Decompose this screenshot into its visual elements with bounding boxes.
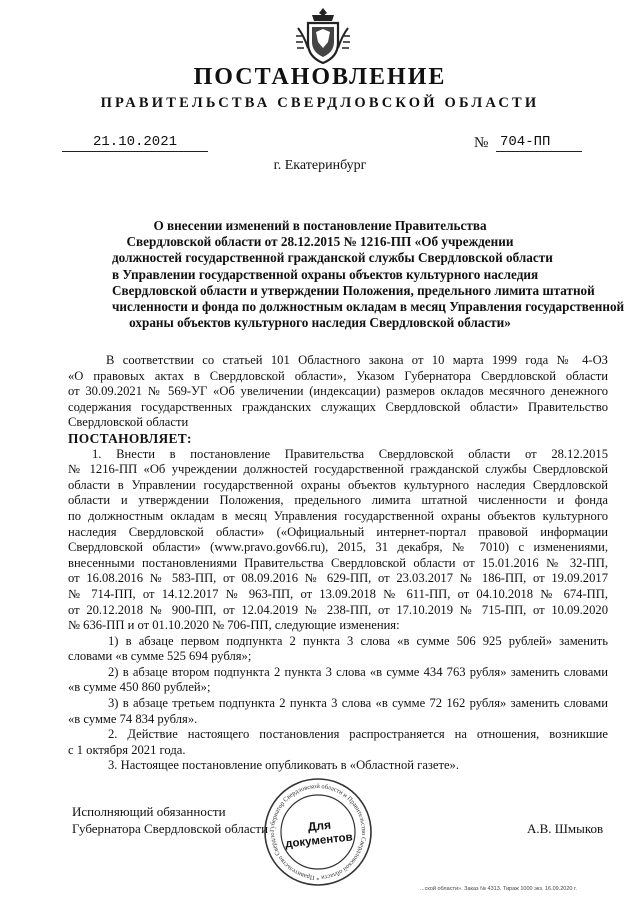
document-city: г. Екатеринбург — [273, 158, 367, 173]
heading-line: Свердловской области и утверждении Положения, предельного лимита штатной — [112, 282, 595, 298]
subitem2-line: 2) в абзаце втором подпункта 2 пункта 3 слова «в сумме 434 763 рубля» заменить словами — [108, 664, 608, 679]
heading-line: должностей государственной гражданской службы Свердловской области — [112, 250, 553, 266]
heading-line: Свердловской области от 28.12.2015 № 1216-ПП «Об учреждении — [126, 234, 514, 250]
item1-line: по должностным окладам в месяц Управления государственной охраны объектов культурного — [68, 508, 608, 523]
print-footer: ...ской области». Заказ № 4313. Тираж 1000 экз. 16.09.2020 г. — [420, 886, 577, 892]
item1-line: от 20.12.2018 № 900-ПП, от 12.04.2019 № 238-ПП, от 17.10.2019 № 715-ПП, от 10.09.2020 — [68, 602, 608, 617]
stamp-center-line1: Для — [307, 817, 332, 834]
document-subtitle: ПРАВИТЕЛЬСТВА СВЕРДЛОВСКОЙ ОБЛАСТИ — [100, 95, 540, 111]
subitem3-line: 3) в абзаце третьем подпункта 2 пункта 3 слова «в сумме 72 162 рубля» заменить словами — [108, 696, 608, 711]
number-sign: № — [474, 135, 489, 151]
item1-line: внесенными постановлениями Правительства Свердловской области от 15.01.2016 № 32-ПП, — [68, 555, 608, 570]
heading-line: О внесении изменений в постановление Правительства — [153, 218, 487, 233]
signatory-position — [72, 803, 268, 837]
document-date: 21.10.2021 — [62, 134, 208, 152]
document-body — [68, 353, 608, 774]
resolve-statement: ПОСТАНОВЛЯЕТ: — [68, 430, 192, 446]
subitem1-line: 1) в абзаце первом подпункта 2 пункта 3 слова «в сумме 506 925 рублей» заменить — [108, 633, 608, 648]
item1-line: Свердловской области» (www.pravo.gov66.ru), 2015, 31 декабря, № 7010) с изменениями, — [68, 540, 608, 555]
preamble-line: от 30.09.2021 № 569-УГ «Об увеличении (индексации) размеров окладов месячного денежного — [68, 384, 608, 399]
item1-line: № 1216-ПП «Об учреждении должностей государственной гражданской службы Свердловской — [68, 462, 608, 477]
item1-line: 1. Внести в постановление Правительства Свердловской области от 28.12.2015 — [92, 446, 608, 461]
item3-line: 3. Настоящее постановление опубликовать в «Областной газете». — [108, 758, 460, 773]
preamble-line: В соответствии со статьей 101 Областного закона от 10 марта 1999 года № 4-ОЗ — [106, 353, 608, 367]
preamble-line: содержания государственных гражданских служащих Свердловской области» Правительство — [68, 399, 608, 414]
coat-of-arms-emblem — [294, 6, 352, 66]
stamp-ring-text: Губернатор Свердловской области и Правительство Свердловской области * Правительство Свердло — [268, 782, 368, 882]
preamble-line: Свердловской области — [68, 415, 189, 430]
item2-line: с 1 октября 2021 года. — [68, 742, 186, 757]
subitem1-line: словами «в сумме 525 694 рубля»; — [68, 649, 252, 664]
stamp-center-line2: документов — [284, 831, 354, 851]
document-heading — [112, 218, 625, 331]
subitem3-line: «в сумме 74 834 рубля». — [68, 711, 198, 726]
heading-line: охраны объектов культурного наследия Свердловской области» — [129, 315, 511, 331]
item1-line: области в Управлении государственной охраны объектов культурного наследия Свердловской — [68, 477, 608, 492]
subitem2-line: «в сумме 450 860 рублей»; — [68, 680, 211, 695]
signatory-position-line1: Исполняющий обязанности — [72, 804, 226, 819]
document-number: 704-ПП — [496, 134, 582, 152]
signatory-position-line2: Губернатора Свердловской области — [72, 821, 269, 836]
signatory-name: А.В. Шмыков — [527, 821, 604, 836]
heading-line: в Управлении государственной охраны объектов культурного наследия — [112, 266, 539, 282]
preamble-line: «О правовых актах в Свердловской области», Указом Губернатора Свердловской области — [68, 368, 608, 383]
item1-line: от 16.08.2016 № 583-ПП, от 08.09.2016 № 629-ПП, от 23.03.2017 № 186-ПП, от 19.09.2017 — [68, 571, 608, 586]
item1-line: области и утверждении Положения, предельного лимита штатной численности и фонда — [68, 493, 608, 508]
item1-line: № 714-ПП, от 14.12.2017 № 963-ПП, от 13.09.2018 № 611-ПП, от 04.10.2018 № 674-ПП, — [68, 586, 608, 601]
item1-line: № 636-ПП и от 01.10.2020 № 706-ПП, следующие изменения: — [68, 618, 400, 633]
item1-line: наследия Свердловской области» («Официальный интернет-портал правовой информации — [68, 524, 608, 539]
official-stamp — [262, 776, 374, 888]
heading-line: численности и фонда по должностным окладам в месяц Управления государственной — [112, 299, 625, 315]
item2-line: 2. Действие настоящего постановления распространяется на отношения, возникшие — [108, 727, 608, 742]
document-title: ПОСТАНОВЛЕНИЕ — [193, 64, 447, 90]
